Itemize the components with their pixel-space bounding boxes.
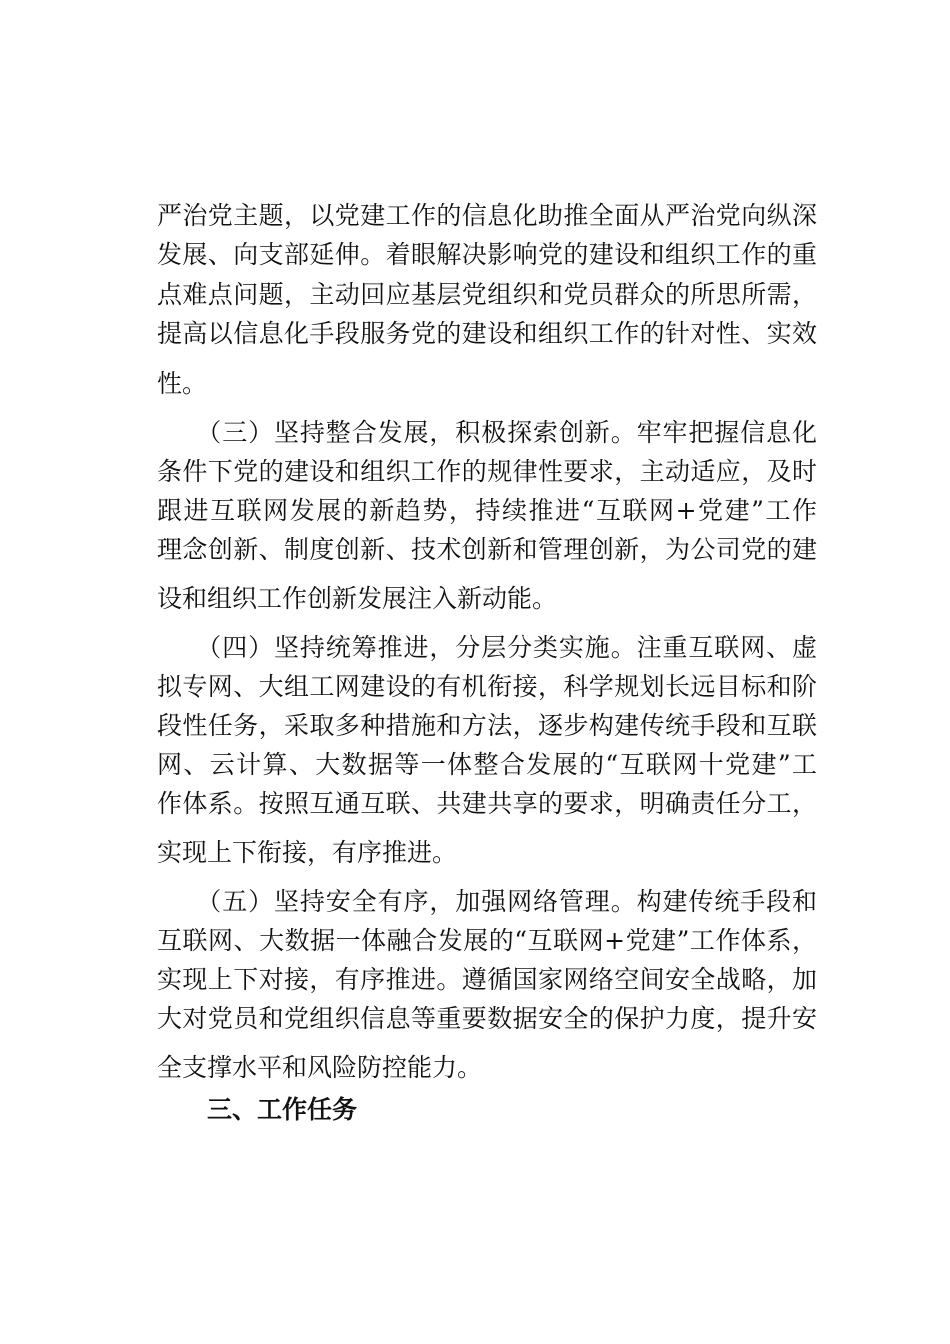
- text-line: 设和组织工作创新发展注入新动能。: [157, 584, 558, 613]
- text-line: 全支撑水平和风险防控能力。: [157, 1053, 483, 1082]
- text-line: 理念创新、制度创新、技术创新和管理创新，为公司党的建: [157, 535, 817, 564]
- text-line: 提高以信息化手段服务党的建设和组织工作的针对性、实效: [157, 319, 817, 348]
- text-line: 性。: [157, 369, 208, 398]
- text-line: 网、云计算、大数据等一体整合发展的“互联网十党建”工: [157, 750, 817, 779]
- text-line: 实现上下对接，有序推进。遵循国家网络空间安全战略，加: [157, 965, 817, 994]
- text-line: 跟进互联网发展的新趋势，持续推进“互联网+党建”工作: [157, 496, 817, 525]
- text-line: 发展、向支部延伸。着眼解决影响党的建设和组织工作的重: [157, 240, 817, 269]
- text-line: （四）坚持统筹推进，分层分类实施。注重互联网、虚: [157, 633, 817, 662]
- text-line: 点难点问题，主动回应基层党组织和党员群众的所思所需，: [157, 280, 817, 309]
- text-line: 实现上下衔接，有序推进。: [157, 838, 458, 867]
- text-line: 作体系。按照互通互联、共建共享的要求，明确责任分工，: [157, 789, 817, 818]
- text-line: （五）坚持安全有序，加强网络管理。构建传统手段和: [157, 887, 817, 916]
- text-line: 段性任务，采取多种措施和方法，逐步构建传统手段和互联: [157, 711, 817, 740]
- text-line: 拟专网、大组工网建设的有机衔接，科学规划长远目标和阶: [157, 672, 817, 701]
- section-heading: 三、工作任务: [207, 1095, 358, 1124]
- text-line: 条件下党的建设和组织工作的规律性要求，主动适应，及时: [157, 457, 817, 486]
- text-line: 大对党员和党组织信息等重要数据安全的保护力度，提升安: [157, 1004, 817, 1033]
- text-line: 互联网、大数据一体融合发展的“互联网+党建”工作体系，: [157, 926, 817, 955]
- text-line: 严治党主题，以党建工作的信息化助推全面从严治党向纵深: [157, 201, 817, 230]
- text-line: （三）坚持整合发展，积极探索创新。牢牢把握信息化: [157, 418, 817, 447]
